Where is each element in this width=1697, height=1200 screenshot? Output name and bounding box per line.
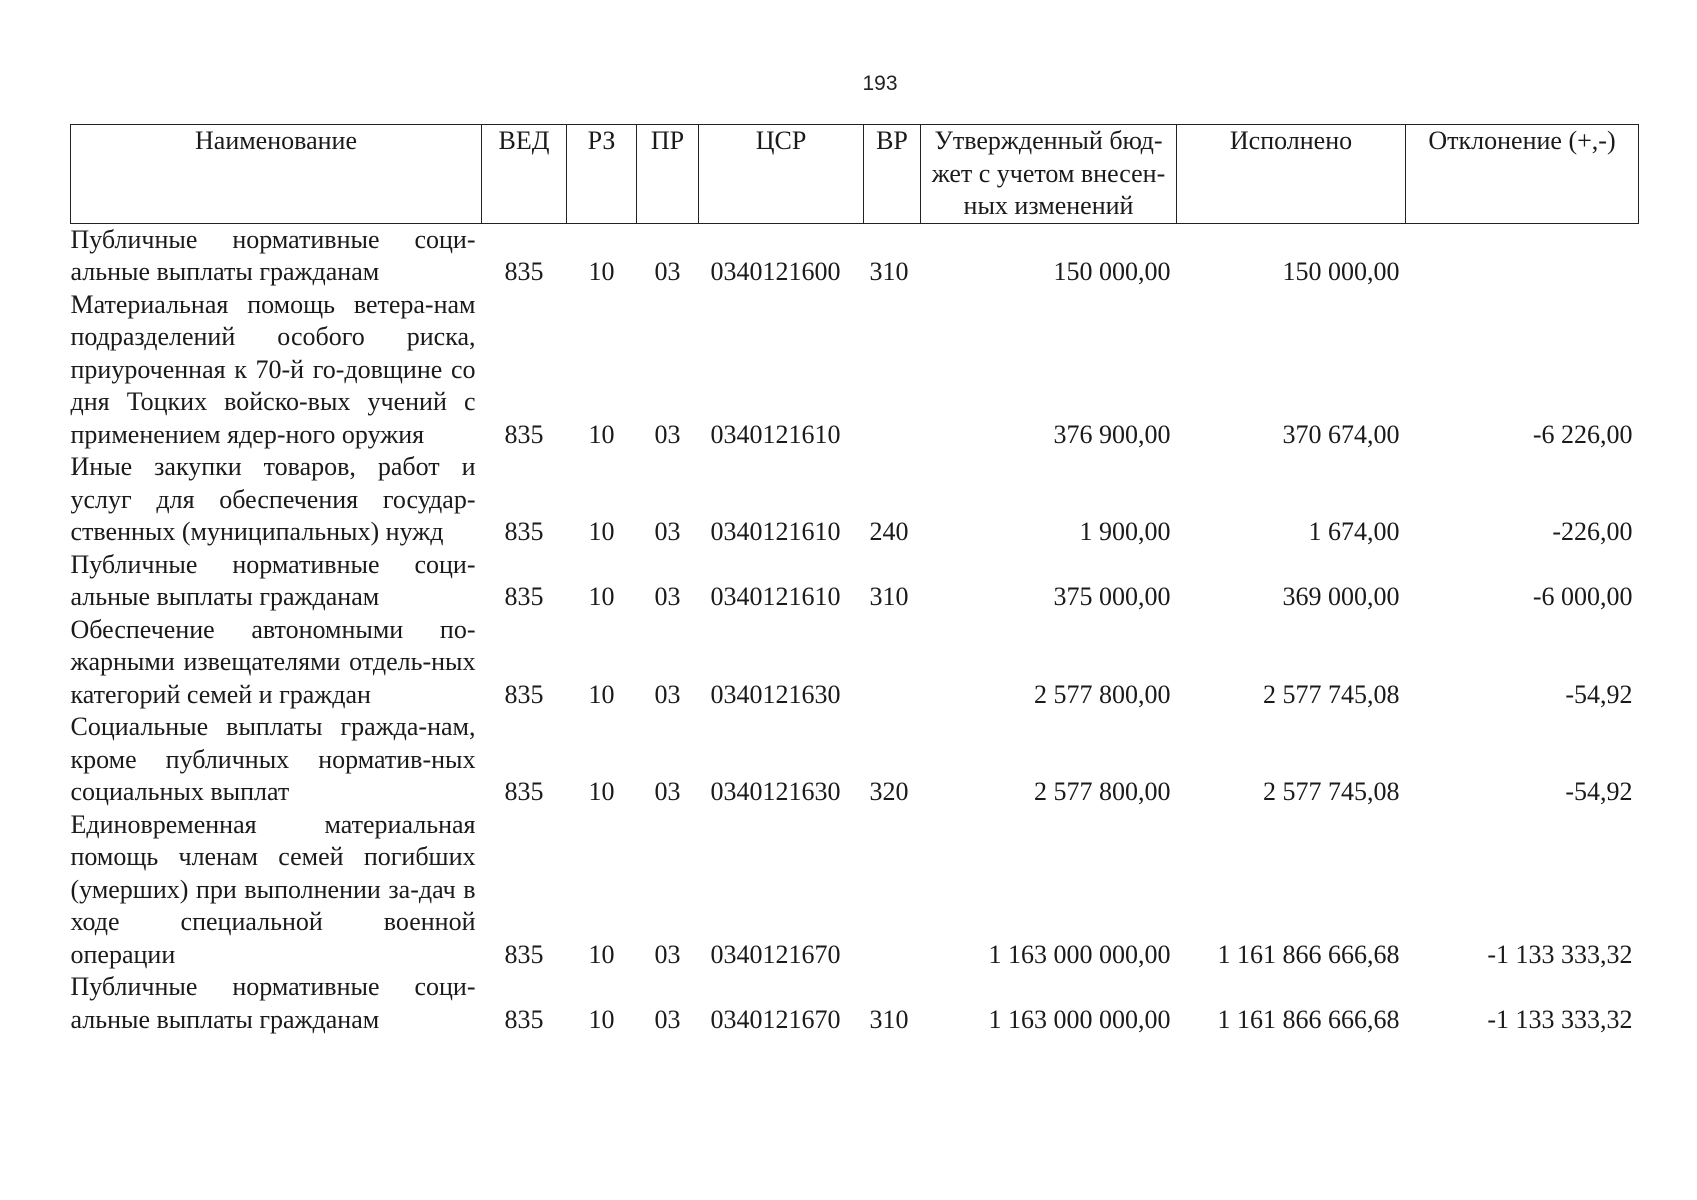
row-deviation: -1 133 333,32: [1487, 939, 1633, 969]
row-approved-budget: 150 000,00: [1053, 257, 1171, 286]
row-deviation: -6 000,00: [1532, 582, 1633, 611]
table-header-row: [71, 125, 1639, 224]
row-name: Материальная помощь ветера-нам подразделений особого риска, приуроченная к 70-й го-довщине со дня Тоцких войско-вых учений с применением ядер-ного оружия: [70, 289, 476, 449]
row-pr: 03: [654, 517, 681, 546]
row-executed: 370 674,00: [1282, 419, 1400, 449]
row-csr: 0340121610: [710, 419, 841, 449]
row-vr: 240: [869, 517, 909, 546]
header-rz: РЗ: [567, 125, 637, 224]
row-csr: 0340121600: [710, 257, 841, 286]
row-pr: 03: [654, 257, 681, 286]
table-row: [71, 971, 1639, 1036]
header-executed: Исполнено: [1177, 125, 1406, 224]
row-deviation: -54,92: [1565, 777, 1633, 806]
row-vr: 310: [869, 582, 909, 611]
header-deviation: Отклонение (+,-): [1406, 125, 1639, 224]
row-rz: 10: [588, 419, 615, 449]
header-name: Наименование: [71, 125, 482, 224]
table-row: [71, 223, 1639, 289]
header-vr: ВР: [864, 125, 921, 224]
row-approved-budget: 375 000,00: [1053, 582, 1171, 611]
table-row: [71, 711, 1639, 809]
row-vr: 310: [869, 257, 909, 286]
row-csr: 0340121670: [710, 939, 841, 969]
row-name: Публичные нормативные соци-альные выплаты гражданам: [70, 972, 476, 1034]
table-row: [71, 549, 1639, 614]
header-pr: ПР: [637, 125, 699, 224]
budget-execution-table: [70, 124, 1639, 1036]
row-rz: 10: [588, 1004, 615, 1034]
table-row: [71, 451, 1639, 549]
table-row: [71, 289, 1639, 452]
row-vr: [864, 809, 921, 972]
row-deviation: -1 133 333,32: [1487, 1004, 1633, 1034]
page-number: 193: [862, 72, 898, 95]
row-name: Публичные нормативные соци-альные выплаты гражданам: [70, 549, 476, 611]
row-executed: 150 000,00: [1282, 257, 1400, 286]
row-pr: 03: [654, 582, 681, 611]
row-vr: [864, 289, 921, 452]
row-pr: 03: [654, 939, 681, 969]
row-vr: [864, 614, 921, 712]
row-rz: 10: [588, 582, 615, 611]
row-ved: 835: [504, 1004, 544, 1034]
row-vr: 320: [869, 777, 909, 806]
row-rz: 10: [588, 679, 615, 709]
table-body: [71, 223, 1639, 1036]
row-name: Социальные выплаты гражда-нам, кроме публичных норматив-ных социальных выплат: [70, 712, 476, 806]
row-rz: 10: [588, 517, 615, 546]
row-ved: 835: [504, 419, 544, 449]
row-rz: 10: [588, 257, 615, 286]
row-executed: 1 161 866 666,68: [1217, 939, 1400, 969]
table-row: [71, 809, 1639, 972]
header-csr: ЦСР: [699, 125, 864, 224]
row-deviation: -226,00: [1552, 517, 1633, 546]
row-ved: 835: [504, 939, 544, 969]
row-csr: 0340121610: [710, 582, 841, 611]
row-name: Единовременная материальная помощь членам семей погибших (умерших) при выполнении за-дач в ходе специальной военной операции: [70, 809, 476, 969]
row-approved-budget: 1 163 000 000,00: [988, 939, 1171, 969]
row-vr: 310: [869, 1004, 909, 1034]
row-executed: 2 577 745,08: [1263, 679, 1400, 709]
row-approved-budget: 1 163 000 000,00: [988, 1004, 1171, 1034]
row-approved-budget: 2 577 800,00: [1034, 679, 1171, 709]
header-ved: ВЕД: [482, 125, 567, 224]
row-ved: 835: [504, 517, 544, 546]
row-deviation: -54,92: [1565, 679, 1633, 709]
row-approved-budget: 376 900,00: [1053, 419, 1171, 449]
row-pr: 03: [654, 419, 681, 449]
row-rz: 10: [588, 939, 615, 969]
row-csr: 0340121670: [710, 1004, 841, 1034]
row-name: Публичные нормативные соци-альные выплаты гражданам: [70, 224, 476, 286]
row-csr: 0340121630: [710, 777, 841, 806]
row-ved: 835: [504, 582, 544, 611]
header-approved-budget: Утвержденный бюд-жет с учетом внесен-ных изменений: [921, 125, 1177, 224]
row-ved: 835: [504, 777, 544, 806]
row-pr: 03: [654, 777, 681, 806]
row-executed: 369 000,00: [1282, 582, 1400, 611]
table-row: [71, 614, 1639, 712]
row-pr: 03: [654, 679, 681, 709]
row-approved-budget: 2 577 800,00: [1034, 777, 1171, 806]
row-deviation: -6 226,00: [1532, 419, 1633, 449]
row-executed: 1 674,00: [1308, 517, 1400, 546]
row-ved: 835: [504, 257, 544, 286]
row-approved-budget: 1 900,00: [1079, 517, 1171, 546]
row-name: Иные закупки товаров, работ и услуг для обеспечения государ-ственных (муниципальных) нужд: [70, 452, 476, 546]
row-pr: 03: [654, 1004, 681, 1034]
row-executed: 1 161 866 666,68: [1217, 1004, 1400, 1034]
row-csr: 0340121610: [710, 517, 841, 546]
row-ved: 835: [504, 679, 544, 709]
row-name: Обеспечение автономными по-жарными извещателями отдель-ных категорий семей и граждан: [70, 614, 476, 709]
row-csr: 0340121630: [710, 679, 841, 709]
row-deviation: [1406, 223, 1639, 289]
row-rz: 10: [588, 777, 615, 806]
row-executed: 2 577 745,08: [1263, 777, 1400, 806]
